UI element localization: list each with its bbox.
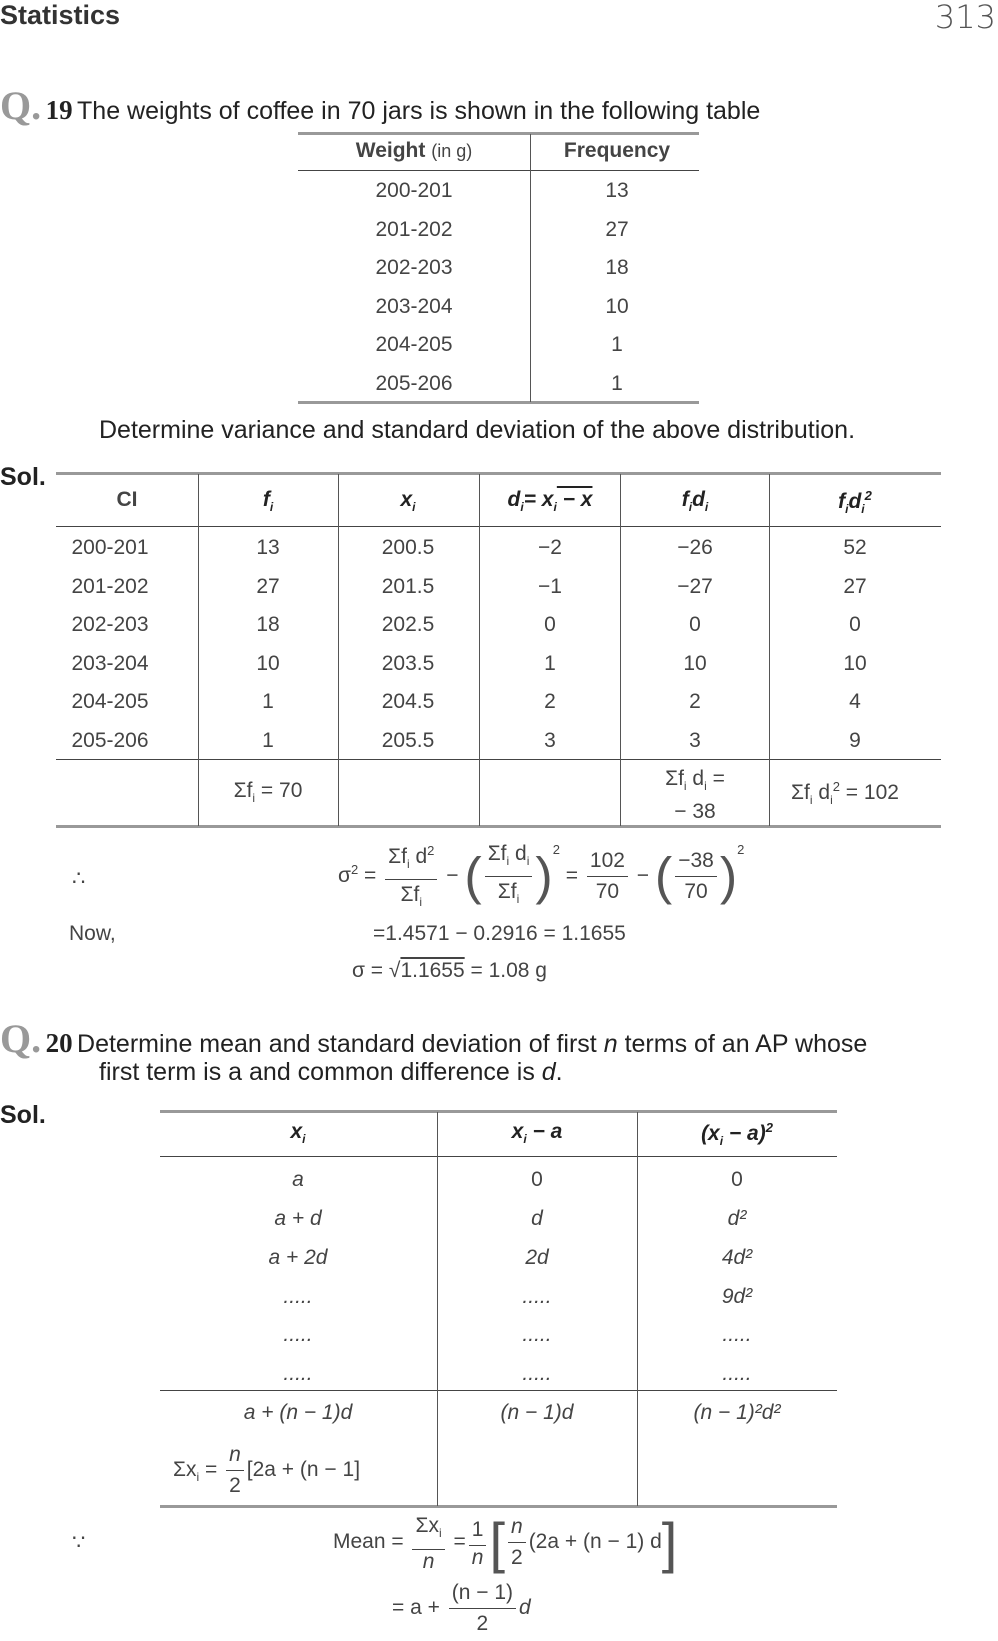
table-top-rule (298, 132, 699, 135)
table-bottom-rule (160, 1505, 837, 1508)
table-cell: 203-204 (71, 651, 149, 675)
table-cell: 10 (683, 651, 707, 675)
table-cell-frequency: 1 (611, 371, 623, 395)
table-cell: 0 (849, 613, 861, 636)
table-cell: ..... (722, 1362, 752, 1385)
table-cell: 200.5 (381, 536, 435, 559)
table-cell: a (292, 1168, 304, 1191)
sum-xi-formula: $\Sigma x_i$ = $\frac{n}{2}$ [2a + (n − 1] (173, 1440, 360, 1501)
table-cell: 9 (849, 728, 861, 752)
table-divider (437, 1112, 438, 1506)
header-xi-minus-a-squared: $(x_i - a)^2$ (701, 1120, 773, 1149)
table-cell-weight: 202-203 (375, 256, 453, 279)
table-cell: a + d (274, 1207, 322, 1230)
table-cell: ..... (283, 1285, 313, 1308)
table-cell: 0 (689, 613, 701, 636)
table-bottom-rule (56, 825, 941, 828)
page-number: 313 (934, 0, 996, 36)
table-cell: 203.5 (381, 651, 435, 675)
table-cell: −26 (677, 536, 713, 559)
table-cell: 18 (256, 613, 280, 636)
table-cell: 2 (544, 690, 556, 713)
table-header-rule (56, 526, 941, 527)
table-cell: 13 (256, 536, 280, 559)
table-divider (620, 474, 621, 826)
table-header-rule (160, 1156, 837, 1157)
table-cell: 0 (531, 1168, 543, 1191)
table-cell: 1 (544, 651, 556, 675)
table-cell: 201.5 (381, 574, 435, 598)
table-cell: 3 (689, 728, 701, 752)
table-cell: 10 (843, 651, 867, 675)
table-cell: 3 (544, 728, 556, 752)
question-20 (0, 1015, 867, 1062)
solution-label: Sol. (0, 463, 46, 491)
table-cell-weight: 201-202 (375, 217, 453, 241)
because-symbol: ∵ (72, 1531, 86, 1554)
table-cell: 1 (262, 690, 274, 713)
table-cell: 4 (849, 690, 861, 713)
table-cell-weight: 205-206 (375, 371, 453, 395)
table-cell: ..... (522, 1323, 552, 1346)
table-top-rule (56, 472, 941, 475)
last-row-xi: a + (n − 1)d (243, 1401, 353, 1424)
instruction-text: Determine variance and standard deviation of the above distribution. (99, 416, 856, 444)
question-text-line1: Determine mean and standard deviation of first n terms of an AP whose (77, 1030, 868, 1058)
table-cell-frequency: 27 (605, 217, 629, 241)
std-dev-result: σ = √1.1655 = 1.08 g (352, 959, 547, 982)
table-cell: 200-201 (71, 536, 149, 559)
table-cell: 27 (843, 574, 867, 598)
table-cell: 0 (731, 1168, 743, 1191)
table-cell: 202.5 (381, 613, 435, 636)
table-divider (769, 474, 770, 826)
table-cell: d² (727, 1207, 747, 1230)
table-cell-frequency: 1 (611, 333, 623, 356)
table-cell: 201-202 (71, 574, 149, 598)
table-divider (479, 474, 480, 826)
table-cell: 204-205 (71, 690, 149, 713)
last-row-xi-minus-a: (n − 1)d (500, 1401, 574, 1424)
header-fi: $f_i$ (262, 488, 274, 515)
table-cell: 202-203 (71, 613, 149, 636)
table-cell-frequency: 18 (605, 256, 629, 279)
mean-formula: Mean = $\frac{\Sigma x_i}{n}$ = $\frac{1}{n}$[ $\frac{n}{2}$ (2a + (n − 1) d] (333, 1511, 678, 1574)
mean-result: = a + $\frac{(n - 1)}{2}$ d (392, 1578, 531, 1639)
header-xi: $x_i$ (400, 488, 416, 515)
table-cell: 204.5 (381, 690, 435, 713)
table-divider (530, 134, 531, 402)
table-divider (637, 1112, 638, 1506)
question-mark: Q. (0, 1016, 42, 1061)
header-fidi: $f_id_i$ (681, 488, 709, 515)
header-fidi2: $f_id_i^2$ (838, 488, 872, 517)
table-divider (338, 474, 339, 826)
variance-result: =1.4571 − 0.2916 = 1.1655 (373, 922, 626, 945)
question-number: 20 (45, 1028, 73, 1058)
total-fd: $\Sigma f_i$ $d_i$ = − 38 (665, 767, 725, 824)
header-di: $d_i= x_i - x$ (507, 488, 593, 515)
chapter-title: Statistics (0, 0, 121, 30)
question-number: 19 (45, 95, 73, 125)
table-last-row-rule (160, 1390, 837, 1391)
table-divider (198, 474, 199, 826)
table-cell: 4d² (721, 1246, 753, 1269)
table-top-rule (160, 1110, 837, 1113)
total-f: $\Sigma f_i = 70$ (233, 779, 303, 806)
table-cell-frequency: 10 (605, 294, 629, 318)
table-cell: 205-206 (71, 728, 149, 752)
table-cell: 27 (256, 574, 280, 598)
table-cell: ..... (283, 1323, 313, 1346)
question-19 (0, 82, 760, 129)
table-total-rule (56, 759, 941, 760)
table-cell-weight: 203-204 (375, 294, 453, 318)
table-cell: 9d² (721, 1285, 753, 1308)
table-cell: 2d (525, 1246, 549, 1269)
table-cell: −1 (538, 574, 562, 598)
table-cell: −2 (538, 536, 562, 559)
solution-label: Sol. (0, 1101, 46, 1129)
table-cell: 2 (689, 690, 701, 713)
question-text: The weights of coffee in 70 jars is shown in the following table (77, 97, 761, 125)
table-cell: ..... (522, 1362, 552, 1385)
question-text-line2: first term is a and common difference is d. (99, 1058, 563, 1086)
table-cell-weight: 200-201 (375, 179, 453, 202)
header-weight: Weight (in g) (355, 139, 473, 162)
table-cell: ..... (522, 1285, 552, 1308)
table-cell: 0 (544, 613, 556, 636)
table-cell: ..... (283, 1362, 313, 1385)
header-frequency: Frequency (563, 139, 671, 162)
table-cell: 52 (843, 536, 867, 559)
total-fd2: $\Sigma f_i$ $d_i^2 = 102$ (791, 779, 899, 808)
table-bottom-rule (298, 401, 699, 404)
table-header-rule (298, 170, 699, 171)
last-row-squared: (n − 1)²d² (693, 1401, 781, 1424)
table-cell: d (531, 1207, 543, 1230)
table-cell: −27 (677, 574, 713, 598)
table-cell-frequency: 13 (605, 179, 629, 202)
table-cell: 1 (262, 728, 274, 752)
header-ci: CI (116, 488, 138, 511)
table-cell-weight: 204-205 (375, 333, 453, 356)
variance-formula: $\sigma^2$ = $\frac{\Sigma f_i d^2}{\Sigma f_i}$ − ( $\frac{\Sigma f_i d_i}{\Sigma f_i}$ )$^2$ = $\frac{102}{70}$ − ( $\frac{-38}{70}$ )$^2$ (338, 836, 744, 917)
header-xi-minus-a: $x_i - a$ (511, 1120, 563, 1147)
therefore-symbol: ∴ (72, 867, 86, 890)
table-cell: 10 (256, 651, 280, 675)
table-cell: a + 2d (268, 1246, 328, 1269)
question-mark: Q. (0, 83, 42, 128)
header-xi: $x_i$ (290, 1120, 306, 1147)
table-cell: 205.5 (381, 728, 435, 752)
table-cell: ..... (722, 1323, 752, 1346)
now-label: Now, (69, 922, 116, 945)
